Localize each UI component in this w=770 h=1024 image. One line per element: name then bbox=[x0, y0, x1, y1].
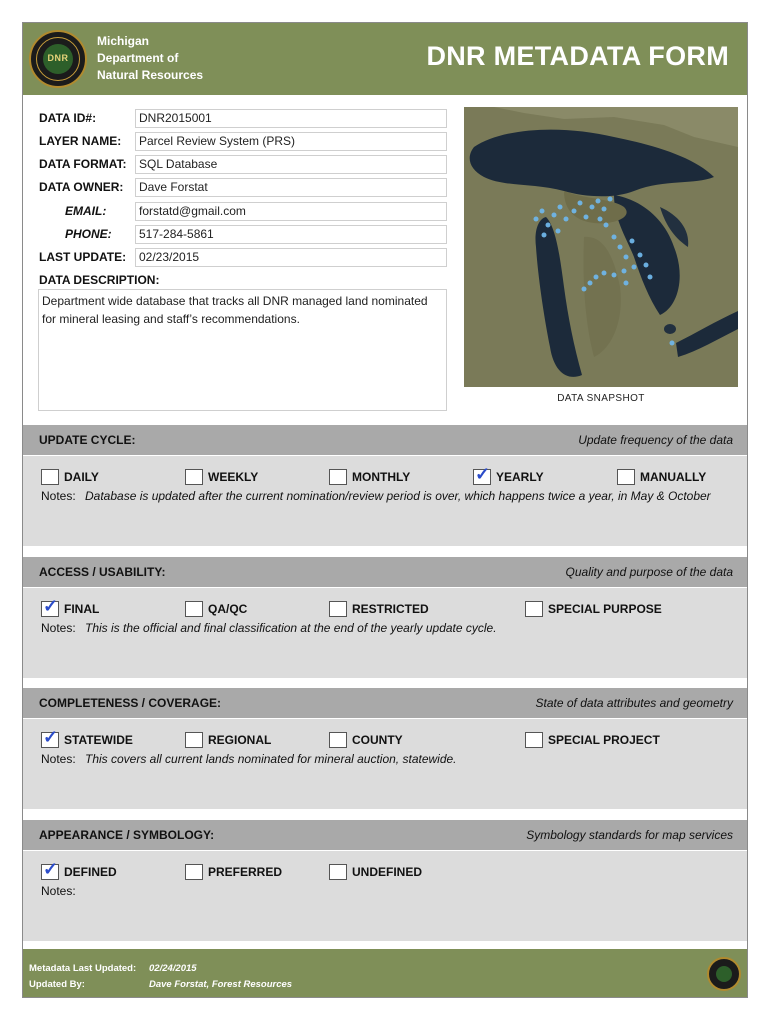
notes-label: Notes: bbox=[41, 884, 76, 898]
option-county[interactable] bbox=[329, 731, 403, 749]
appearance-title: APPEARANCE / SYMBOLOGY: bbox=[39, 828, 215, 842]
option-label: PREFERRED bbox=[208, 865, 283, 879]
option-special-purpose[interactable] bbox=[525, 600, 662, 618]
agency-line-3: Natural Resources bbox=[97, 68, 204, 82]
yearly-checkbox[interactable] bbox=[473, 464, 491, 485]
option-label: WEEKLY bbox=[208, 470, 259, 484]
option-manually[interactable] bbox=[617, 468, 706, 486]
option-label: SPECIAL PROJECT bbox=[548, 733, 660, 747]
appearance-body bbox=[23, 851, 747, 941]
county-checkbox[interactable] bbox=[329, 732, 347, 748]
last-update-field[interactable]: 02/23/2015 bbox=[135, 248, 447, 267]
option-label: QA/QC bbox=[208, 602, 248, 616]
notes-text[interactable]: This is the official and final classification at the end of the yearly update cycle. bbox=[85, 621, 497, 635]
undefined-checkbox[interactable] bbox=[329, 864, 347, 880]
weekly-checkbox[interactable] bbox=[185, 469, 203, 485]
notes-text[interactable]: This covers all current lands nominated for mineral auction, statewide. bbox=[85, 752, 457, 766]
phone-field[interactable]: 517-284-5861 bbox=[135, 225, 447, 244]
option-qa-qc[interactable] bbox=[185, 600, 247, 618]
checkmark-icon: ✓ bbox=[43, 727, 59, 747]
layer-name-label: LAYER NAME: bbox=[39, 134, 122, 148]
access-body bbox=[23, 588, 747, 678]
final-checkbox[interactable] bbox=[41, 596, 59, 617]
option-label: FINAL bbox=[64, 602, 100, 616]
dnr-logo bbox=[29, 30, 87, 88]
updated-by-label: Updated By: bbox=[29, 979, 85, 990]
option-defined[interactable] bbox=[41, 859, 117, 881]
form-footer bbox=[23, 949, 747, 997]
option-restricted[interactable] bbox=[329, 600, 429, 618]
email-field[interactable]: forstatd@gmail.com bbox=[135, 202, 447, 221]
restricted-checkbox[interactable] bbox=[329, 601, 347, 617]
data-snapshot-image bbox=[464, 107, 738, 387]
description-label: DATA DESCRIPTION: bbox=[39, 273, 160, 287]
regional-checkbox[interactable] bbox=[185, 732, 203, 748]
appearance-header bbox=[23, 820, 747, 850]
updated-by-value: Dave Forstat, Forest Resources bbox=[149, 979, 293, 990]
email-label: EMAIL: bbox=[65, 204, 107, 218]
monthly-checkbox[interactable] bbox=[329, 469, 347, 485]
option-label: DEFINED bbox=[64, 865, 117, 879]
option-regional[interactable] bbox=[185, 731, 271, 749]
qa-qc-checkbox[interactable] bbox=[185, 601, 203, 617]
option-monthly[interactable] bbox=[329, 468, 410, 486]
special-project-checkbox[interactable] bbox=[525, 732, 543, 748]
completeness-header bbox=[23, 688, 747, 718]
access-header bbox=[23, 557, 747, 587]
daily-checkbox[interactable] bbox=[41, 469, 59, 485]
option-daily[interactable] bbox=[41, 468, 99, 486]
last-update-label: LAST UPDATE: bbox=[39, 250, 127, 264]
phone-label: PHONE: bbox=[65, 227, 112, 241]
appearance-description: Symbology standards for map services bbox=[526, 828, 733, 842]
option-label: DAILY bbox=[64, 470, 99, 484]
update-cycle-notes bbox=[41, 488, 721, 505]
completeness-notes bbox=[41, 751, 721, 768]
option-label: MONTHLY bbox=[352, 470, 411, 484]
notes-label: Notes: bbox=[41, 621, 76, 635]
dnr-footer-logo bbox=[707, 957, 741, 991]
notes-text[interactable]: Database is updated after the current nomination/review period is over, which happens twice a year, in May & October bbox=[85, 489, 711, 503]
notes-label: Notes: bbox=[41, 489, 76, 503]
option-weekly[interactable] bbox=[185, 468, 258, 486]
data-id-label: DATA ID#: bbox=[39, 111, 97, 125]
option-label: UNDEFINED bbox=[352, 865, 423, 879]
option-label: REGIONAL bbox=[208, 733, 272, 747]
form-header bbox=[23, 23, 747, 95]
update-cycle-title: UPDATE CYCLE: bbox=[39, 433, 136, 447]
checkmark-icon: ✓ bbox=[43, 859, 59, 879]
update-cycle-description: Update frequency of the data bbox=[578, 433, 733, 447]
completeness-description: State of data attributes and geometry bbox=[535, 696, 733, 710]
special-purpose-checkbox[interactable] bbox=[525, 601, 543, 617]
option-label: RESTRICTED bbox=[352, 602, 429, 616]
metadata-form bbox=[22, 22, 748, 998]
metadata-updated-value: 02/24/2015 bbox=[149, 963, 197, 974]
checkmark-icon: ✓ bbox=[43, 596, 59, 616]
metadata-updated-label: Metadata Last Updated: bbox=[29, 963, 137, 974]
checkmark-icon: ✓ bbox=[475, 464, 491, 484]
agency-line-2: Department of bbox=[97, 51, 179, 65]
layer-name-field[interactable]: Parcel Review System (PRS) bbox=[135, 132, 447, 151]
manually-checkbox[interactable] bbox=[617, 469, 635, 485]
completeness-title: COMPLETENESS / COVERAGE: bbox=[39, 696, 222, 710]
option-final[interactable] bbox=[41, 596, 100, 618]
appearance-notes bbox=[41, 883, 721, 900]
update-cycle-header bbox=[23, 425, 747, 455]
statewide-checkbox[interactable] bbox=[41, 727, 59, 748]
data-owner-label: DATA OWNER: bbox=[39, 180, 124, 194]
option-preferred[interactable] bbox=[185, 863, 282, 881]
data-format-field[interactable]: SQL Database bbox=[135, 155, 447, 174]
option-yearly[interactable] bbox=[473, 464, 544, 486]
access-title: ACCESS / USABILITY: bbox=[39, 565, 166, 579]
defined-checkbox[interactable] bbox=[41, 859, 59, 880]
update-cycle-body bbox=[23, 456, 747, 546]
agency-name bbox=[97, 33, 203, 84]
notes-label: Notes: bbox=[41, 752, 76, 766]
option-statewide[interactable] bbox=[41, 727, 133, 749]
preferred-checkbox[interactable] bbox=[185, 864, 203, 880]
option-special-project[interactable] bbox=[525, 731, 660, 749]
data-format-label: DATA FORMAT: bbox=[39, 157, 127, 171]
access-description: Quality and purpose of the data bbox=[565, 565, 733, 579]
great-lakes-map bbox=[464, 107, 738, 387]
option-label: YEARLY bbox=[496, 470, 544, 484]
form-title: DNR METADATA FORM bbox=[426, 41, 729, 71]
logo-text: DNR bbox=[47, 53, 69, 63]
option-label: MANUALLY bbox=[640, 470, 707, 484]
access-notes bbox=[41, 620, 721, 637]
option-undefined[interactable] bbox=[329, 863, 422, 881]
snapshot-caption: DATA SNAPSHOT bbox=[557, 393, 645, 404]
option-label: SPECIAL PURPOSE bbox=[548, 602, 662, 616]
option-label: STATEWIDE bbox=[64, 733, 133, 747]
agency-line-1: Michigan bbox=[97, 34, 150, 48]
data-owner-field[interactable]: Dave Forstat bbox=[135, 178, 447, 197]
option-label: COUNTY bbox=[352, 733, 403, 747]
data-id-field[interactable]: DNR2015001 bbox=[135, 109, 447, 128]
description-field[interactable]: Department wide database that tracks all DNR managed land nominated for mineral leasing and staff’s recommendations. bbox=[38, 289, 447, 411]
completeness-body bbox=[23, 719, 747, 809]
